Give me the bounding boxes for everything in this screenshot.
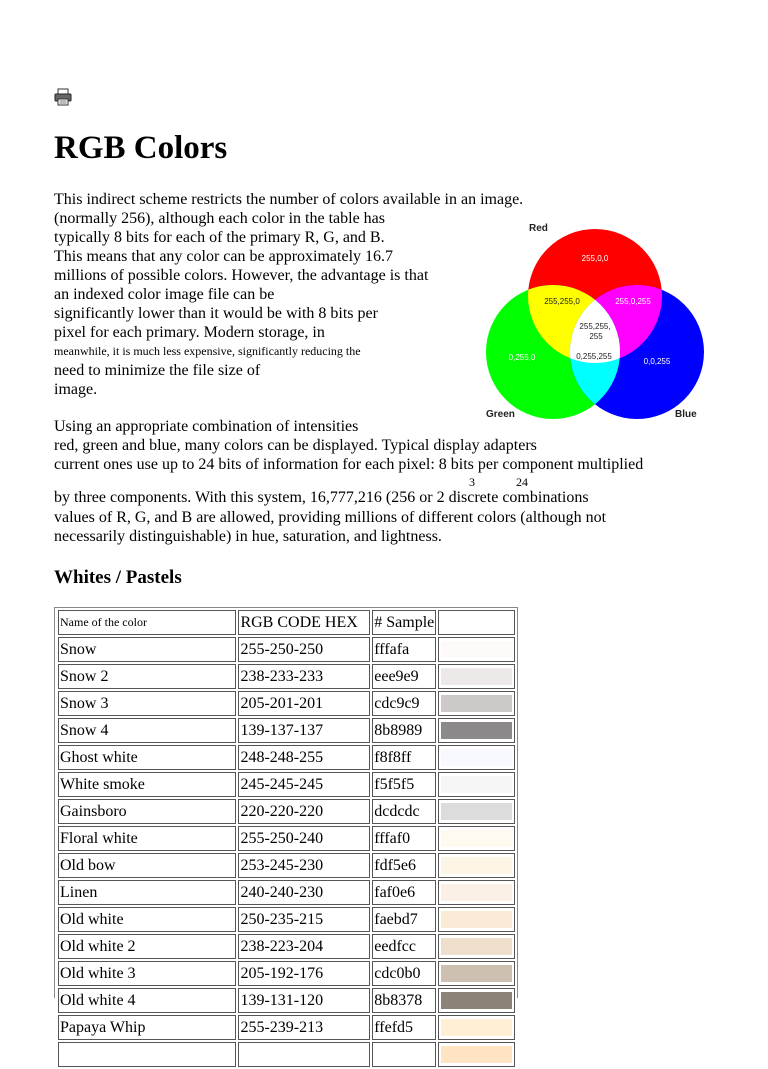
hex-code-cell: 8b8989	[372, 718, 436, 743]
sample-cell	[438, 664, 515, 689]
table-row	[58, 772, 515, 797]
rgb-code-cell: 250-235-215	[238, 907, 370, 932]
intro-line: typically 8 bits for each of the primary R, G, and B.	[54, 229, 385, 246]
color-name-cell: Linen	[58, 880, 236, 905]
hex-code-cell: fffaf0	[372, 826, 436, 851]
color-swatch	[441, 857, 512, 874]
color-name-cell: Gainsboro	[58, 799, 236, 824]
color-name-cell: Old white 2	[58, 934, 236, 959]
sample-cell	[438, 745, 515, 770]
color-swatch	[441, 641, 512, 658]
color-swatch	[441, 1019, 512, 1036]
hex-code-cell: f8f8ff	[372, 745, 436, 770]
color-swatch	[441, 884, 512, 901]
hex-code-cell: eee9e9	[372, 664, 436, 689]
intro-line: image.	[54, 381, 98, 398]
table-row	[58, 718, 515, 743]
sample-cell	[438, 1042, 515, 1067]
color-swatch	[441, 830, 512, 847]
table-row	[58, 934, 515, 959]
red-label: Red	[529, 223, 548, 234]
color-swatch	[441, 695, 512, 712]
header-hex: # Sample	[372, 610, 436, 635]
table-header-row	[58, 610, 515, 635]
green-label: Green	[486, 409, 515, 420]
header-sample	[438, 610, 515, 635]
rgb-code-cell: 139-131-120	[238, 988, 370, 1013]
page-title: RGB Colors	[54, 130, 228, 166]
green-value: 0,255,0	[508, 353, 536, 362]
table-row	[58, 1042, 515, 1067]
header-rgb: RGB CODE HEX	[238, 610, 370, 635]
hex-code-cell: dcdcdc	[372, 799, 436, 824]
red-value: 255,0,0	[581, 254, 609, 263]
body-line: by three components. With this system, 16,777,216 (256 or 2 discrete combinations	[54, 489, 589, 506]
rgb-code-cell: 205-201-201	[238, 691, 370, 716]
sample-cell	[438, 961, 515, 986]
hex-code-cell: cdc0b0	[372, 961, 436, 986]
rgb-code-cell: 238-223-204	[238, 934, 370, 959]
hex-code-cell: f5f5f5	[372, 772, 436, 797]
white-value-line2: 255	[589, 332, 603, 341]
blue-label: Blue	[675, 409, 697, 420]
hex-code-cell	[372, 1042, 436, 1067]
hex-code-cell: faf0e6	[372, 880, 436, 905]
color-swatch	[441, 776, 512, 793]
sample-cell	[438, 637, 515, 662]
color-name-cell: Old white 4	[58, 988, 236, 1013]
color-name-cell: Floral white	[58, 826, 236, 851]
sample-cell	[438, 772, 515, 797]
color-swatch	[441, 938, 512, 955]
color-name-cell: Old white	[58, 907, 236, 932]
intro-line: need to minimize the file size of	[54, 362, 261, 379]
color-name-cell: Snow 3	[58, 691, 236, 716]
color-name-cell: Snow 4	[58, 718, 236, 743]
sample-cell	[438, 718, 515, 743]
color-name-cell: White smoke	[58, 772, 236, 797]
rgb-code-cell: 220-220-220	[238, 799, 370, 824]
sample-cell	[438, 880, 515, 905]
hex-code-cell: ffefd5	[372, 1015, 436, 1040]
table-row	[58, 691, 515, 716]
intro-line: significantly lower than it would be with 8 bits per	[54, 305, 378, 322]
color-table	[56, 608, 517, 1069]
cyan-value: 0,255,255	[576, 352, 612, 361]
color-name-cell: Ghost white	[58, 745, 236, 770]
color-name-cell: Old bow	[58, 853, 236, 878]
table-row	[58, 664, 515, 689]
sample-cell	[438, 907, 515, 932]
yellow-value: 255,255,0	[544, 297, 580, 306]
rgb-code-cell: 255-250-250	[238, 637, 370, 662]
color-name-cell: Old white 3	[58, 961, 236, 986]
rgb-code-cell: 139-137-137	[238, 718, 370, 743]
blue-value: 0,0,255	[643, 357, 671, 366]
hex-code-cell: 8b8378	[372, 988, 436, 1013]
body-line: necessarily distinguishable) in hue, saturation, and lightness.	[54, 528, 442, 545]
superscript: 3	[469, 475, 475, 489]
table-row	[58, 907, 515, 932]
intro-line: (normally 256), although each color in the table has	[54, 210, 386, 227]
intro-line: meanwhile, it is much less expensive, significantly reducing the	[54, 344, 361, 358]
rgb-code-cell: 205-192-176	[238, 961, 370, 986]
magenta-value: 255,0,255	[615, 297, 651, 306]
rgb-code-cell: 248-248-255	[238, 745, 370, 770]
sample-cell	[438, 799, 515, 824]
hex-code-cell: cdc9c9	[372, 691, 436, 716]
hex-code-cell: fffafa	[372, 637, 436, 662]
color-swatch	[441, 965, 512, 982]
color-name-cell: Papaya Whip	[58, 1015, 236, 1040]
intro-line: an indexed color image file can be	[54, 286, 275, 303]
intro-line: This means that any color can be approximately 16.7	[54, 248, 394, 265]
table-row	[58, 745, 515, 770]
rgb-code-cell: 255-250-240	[238, 826, 370, 851]
table-row	[58, 637, 515, 662]
table-row	[58, 1015, 515, 1040]
intro-line: pixel for each primary. Modern storage, in	[54, 324, 325, 341]
body-line: current ones use up to 24 bits of information for each pixel: 8 bits per component multiplied	[54, 456, 644, 473]
body-line: red, green and blue, many colors can be displayed. Typical display adapters	[54, 437, 537, 454]
rgb-venn-diagram	[478, 216, 710, 422]
color-swatch	[441, 722, 512, 739]
color-swatch	[441, 992, 512, 1009]
white-value-line1: 255,255,	[579, 322, 611, 331]
sample-cell	[438, 826, 515, 851]
superscript: 24	[516, 475, 528, 489]
body-line: values of R, G, and B are allowed, providing millions of different colors (although not	[54, 509, 607, 526]
color-name-cell	[58, 1042, 236, 1067]
rgb-code-cell: 240-240-230	[238, 880, 370, 905]
hex-code-cell: eedfcc	[372, 934, 436, 959]
color-swatch	[441, 803, 512, 820]
table-row	[58, 853, 515, 878]
printer-icon[interactable]	[54, 88, 72, 106]
color-swatch	[441, 668, 512, 685]
rgb-code-cell: 255-239-213	[238, 1015, 370, 1040]
table-row	[58, 988, 515, 1013]
table-row	[58, 799, 515, 824]
rgb-code-cell: 245-245-245	[238, 772, 370, 797]
rgb-code-cell: 253-245-230	[238, 853, 370, 878]
sample-cell	[438, 988, 515, 1013]
body-line: Using an appropriate combination of intensities	[54, 418, 359, 435]
color-name-cell: Snow 2	[58, 664, 236, 689]
sample-cell	[438, 853, 515, 878]
color-table-container	[54, 607, 518, 1036]
table-row	[58, 880, 515, 905]
sample-cell	[438, 691, 515, 716]
hex-code-cell: fdf5e6	[372, 853, 436, 878]
sample-cell	[438, 934, 515, 959]
table-row	[58, 961, 515, 986]
rgb-code-cell	[238, 1042, 370, 1067]
hex-code-cell: faebd7	[372, 907, 436, 932]
intro-line: This indirect scheme restricts the number of colors available in an image.	[54, 191, 524, 208]
table-row	[58, 826, 515, 851]
color-name-cell: Snow	[58, 637, 236, 662]
color-swatch	[441, 1046, 512, 1063]
intro-line: millions of possible colors. However, the advantage is that	[54, 267, 429, 284]
rgb-code-cell: 238-233-233	[238, 664, 370, 689]
color-swatch	[441, 749, 512, 766]
color-swatch	[441, 911, 512, 928]
sample-cell	[438, 1015, 515, 1040]
section-heading: Whites / Pastels	[54, 567, 182, 588]
header-name: Name of the color	[58, 610, 236, 635]
